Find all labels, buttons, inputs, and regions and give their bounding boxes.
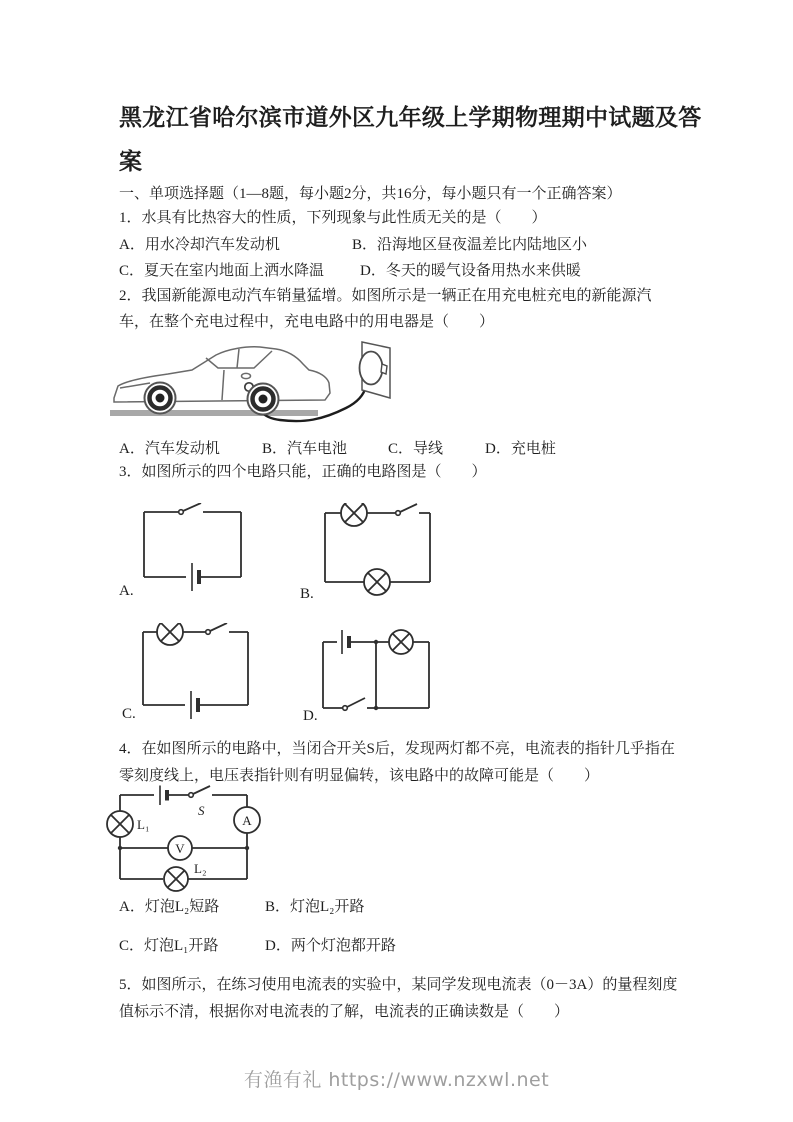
q4-circuit-diagram <box>106 785 261 897</box>
front-wheel-icon <box>145 383 176 414</box>
battery-icon <box>342 630 349 654</box>
section-header: 一、单项选择题（1—8题，每小题2分，共16分，每小题只有一个正确答案） <box>119 186 622 202</box>
switch-icon <box>206 623 227 634</box>
lamp-icon <box>164 867 188 891</box>
q1-option-b: B．沿海地区昼夜温差比内陆地区小 <box>352 237 588 253</box>
q4-option-d: D．两个灯泡都开路 <box>265 938 396 954</box>
junction-dot <box>118 846 122 850</box>
question-5-stem: 5．如图所示，在练习使用电流表的实验中，某同学发现电流表（0－3A）的量程刻度值标示不清，根据你对电流表的了解，电流表的正确读数是（ ） <box>119 977 678 1020</box>
ammeter-letter: A <box>242 813 252 828</box>
rear-wheel-icon <box>248 384 279 415</box>
charging-pile-icon <box>360 342 391 398</box>
lamp-icon <box>364 569 390 595</box>
circuit-a-figure <box>142 503 244 599</box>
voltmeter-icon <box>168 836 192 860</box>
circuit-d-diagram <box>321 628 433 716</box>
car-mirror-icon <box>242 373 251 378</box>
circuit-d-figure <box>321 628 433 716</box>
circuit-b-diagram <box>323 503 433 598</box>
lamp-icon <box>341 503 367 526</box>
circuit-c-label: C. <box>122 706 136 722</box>
q4-option-a: A．灯泡L₂短路 <box>119 899 220 915</box>
circuit-b-figure <box>323 503 433 598</box>
switch-icon <box>343 698 365 710</box>
lamp2-label: L₂ <box>194 861 207 876</box>
car-charging-figure <box>106 336 398 434</box>
q1-option-a: A．用水冷却汽车发动机 <box>119 237 280 253</box>
q2-option-a: A．汽车发动机 <box>119 441 220 457</box>
footer-watermark: 有渔有礼 https://www.nzxwl.net <box>243 1069 550 1091</box>
page-title-line1: 黑龙江省哈尔滨市道外区九年级上学期物理期中试题及答 <box>119 105 702 130</box>
lamp-icon <box>389 630 413 654</box>
q2-option-c: C．导线 <box>388 441 444 457</box>
question-2-stem: 2．我国新能源电动汽车销量猛增。如图所示是一辆正在用充电桩充电的新能源汽车，在整个充电过程中，充电电路中的用电器是（ ） <box>119 288 652 330</box>
q4-option-c: C．灯泡L₁开路 <box>119 938 219 954</box>
battery-icon <box>192 563 199 591</box>
junction-dot <box>374 640 378 644</box>
circuit-b-label: B. <box>300 586 314 602</box>
q2-option-b: B．汽车电池 <box>262 441 348 457</box>
switch-icon <box>189 786 210 797</box>
q2-option-d: D．充电桩 <box>485 441 556 457</box>
battery-icon <box>160 786 167 806</box>
q1-option-d: D．冬天的暖气设备用热水来供暖 <box>360 263 581 279</box>
question-3-stem: 3．如图所示的四个电路只能，正确的电路图是（ ） <box>119 464 487 480</box>
circuit-d-label: D. <box>303 708 318 724</box>
switch-icon <box>396 504 417 515</box>
lamp-icon <box>157 623 183 645</box>
voltmeter-letter: V <box>175 841 185 856</box>
switch-label: S <box>198 803 205 818</box>
circuit-a-diagram <box>142 503 244 599</box>
junction-dot <box>245 846 249 850</box>
switch-icon <box>179 503 201 514</box>
question-4-stem: 4．在如图所示的电路中，当闭合开关S后，发现两灯都不亮，电流表的指针几乎指在零刻度线上，电压表指针则有明显偏转，该电路中的故障可能是（ ） <box>119 741 675 784</box>
circuit-c-diagram <box>141 623 251 723</box>
car-charging-illustration <box>106 336 398 434</box>
lamp-icon <box>107 811 133 837</box>
q4-circuit-figure <box>106 785 261 897</box>
q4-option-b: B．灯泡L₂开路 <box>265 899 365 915</box>
junction-dot <box>374 706 378 710</box>
circuit-a-label: A. <box>119 583 134 599</box>
ammeter-icon <box>234 807 260 833</box>
question-1-stem: 1．水具有比热容大的性质，下列现象与此性质无关的是（ ） <box>119 210 547 226</box>
page-title-line2: 案 <box>119 149 143 174</box>
lamp1-label: L₁ <box>137 817 150 832</box>
q1-option-c: C．夏天在室内地面上洒水降温 <box>119 263 325 279</box>
battery-icon <box>191 691 198 719</box>
circuit-c-figure <box>141 623 251 723</box>
